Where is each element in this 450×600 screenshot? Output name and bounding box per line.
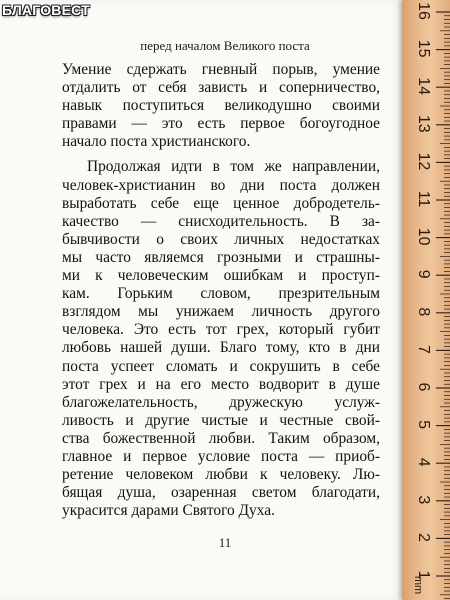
ruler-number: 12	[415, 152, 432, 171]
ruler-number: 8	[415, 307, 432, 317]
text-line: выработать себе еще ценное добродетель-	[62, 194, 380, 212]
text-line: Умение сдержать гневный порыв, умение	[62, 61, 380, 78]
text-line: человек-христианин во дни поста должен	[62, 176, 380, 194]
text-line: благожелательность, дружескую услуж-	[62, 393, 380, 411]
text-line: человека. Это есть тот грех, который губит	[62, 321, 380, 339]
ruler-number: 15	[415, 39, 432, 58]
text-line: мы часто являемся грозными и страшны-	[62, 248, 380, 266]
text-line: навык поступиться великодушно своими	[62, 97, 380, 115]
text-line: начало поста христианского.	[62, 133, 251, 151]
ruler-number: 11	[415, 190, 432, 208]
ruler-number: 6	[415, 382, 432, 392]
text-line: этот грех и на его место водворит в душе	[62, 375, 380, 393]
paragraph-gap	[62, 151, 380, 158]
text-line: бящая душа, озаренная светом благодати,	[62, 484, 380, 502]
text-line: ливость и другие чистые и честные свой-	[62, 411, 380, 429]
ruler-number: 1	[415, 570, 432, 580]
running-head: перед началом Великого поста	[140, 38, 310, 53]
text-line: ства божественной любви. Таким образом,	[62, 429, 380, 447]
text-line: ретение человеком любви к человеку. Лю-	[62, 466, 380, 484]
text-line: отдалить от себя зависть и соперничество,	[62, 79, 380, 97]
ruler-number: 10	[415, 227, 432, 246]
ruler-number: 5	[415, 420, 432, 430]
text-line: качество — снисходительность. В за-	[62, 212, 380, 230]
text-line: ми к человеческим ошибкам и проступ-	[62, 267, 380, 285]
ruler-number: 16	[415, 2, 432, 20]
text-line: взглядом мы унижаем личность другого	[62, 303, 380, 321]
text-line: Продолжая идти в том же направлении,	[87, 158, 380, 176]
watermark-logo: БЛАГОВЕСТ	[2, 2, 90, 18]
ruler-number: 4	[415, 457, 432, 467]
text-line: главное и первое условие поста — приоб-	[62, 447, 380, 465]
text-line: кам. Горьким словом, презрительным	[62, 285, 380, 303]
paragraph	[62, 61, 380, 151]
text-line: правами — это есть первое богоугодное	[62, 115, 380, 133]
text-line: украсится дарами Святого Духа.	[62, 502, 275, 520]
ruler-number: 13	[415, 114, 432, 133]
ruler-number: 7	[415, 344, 432, 354]
ruler-number: 9	[415, 269, 432, 279]
ruler-scale	[402, 0, 450, 600]
ruler-number: 14	[415, 77, 432, 96]
ruler-number: 2	[415, 532, 432, 542]
body-text	[62, 61, 380, 520]
text-line: любовь нашей души. Благо тому, кто в дни	[62, 339, 380, 357]
text-line: бывчивости о своих личных недостатках	[62, 230, 380, 248]
page-number: 11	[218, 535, 232, 550]
paragraph	[62, 158, 380, 520]
ruler-number: 3	[415, 495, 432, 505]
text-line: поста успеет сломать и сокрушить в себе	[62, 357, 380, 375]
ruler-unit: mm	[412, 575, 424, 595]
ruler	[402, 0, 450, 600]
